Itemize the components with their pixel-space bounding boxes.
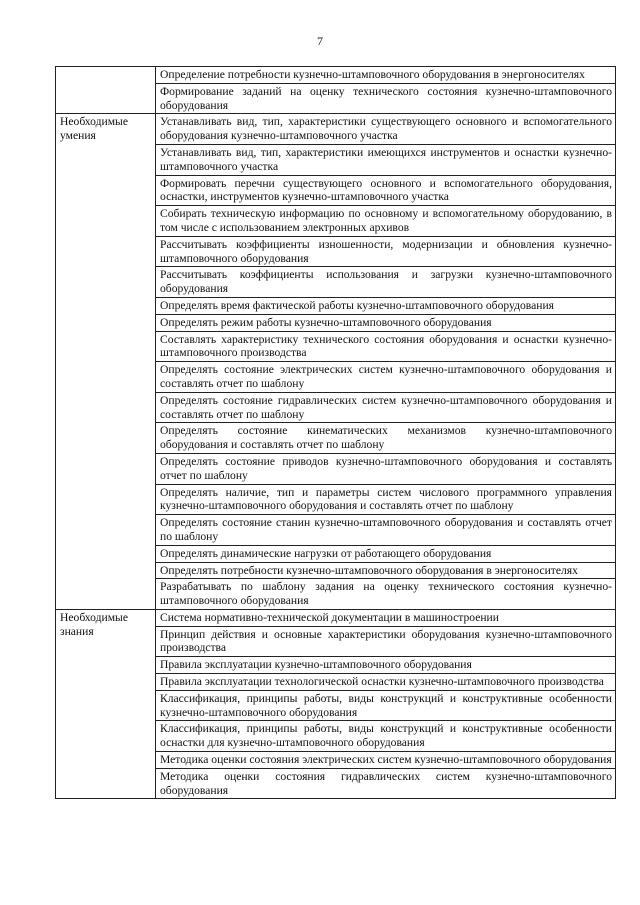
- page-number: 7: [317, 34, 323, 48]
- requirement-item: Определять состояние станин кузнечно-штамповочного оборудования и составлять отчет по шаблону: [156, 515, 616, 546]
- requirement-item: Правила эксплуатации технологической оснастки кузнечно-штамповочного производства: [156, 674, 616, 691]
- requirement-item: Формировать перечни существующего основного и вспомогательного оборудования, оснастки, инструментов кузнечно-штамповочного участка: [156, 175, 616, 206]
- requirement-item: Определять состояние приводов кузнечно-штамповочного оборудования и составлять отчет по шаблону: [156, 453, 616, 484]
- requirement-item: Определять состояние гидравлических систем кузнечно-штамповочного оборудования и составлять отчет по шаблону: [156, 392, 616, 423]
- table-row: [56, 114, 616, 145]
- requirement-item: Определять потребности кузнечно-штамповочного оборудования в энергоносителях: [156, 562, 616, 579]
- requirement-item: Классификация, принципы работы, виды конструкций и конструктивные особенности оснастки для кузнечно-штамповочного оборудования: [156, 721, 616, 752]
- requirement-item: Устанавливать вид, тип, характеристики имеющихся инструментов и оснастки кузнечно-штамповочного участка: [156, 144, 616, 175]
- requirement-item: Методика оценки состояния гидравлических систем кузнечно-штамповочного оборудования: [156, 768, 616, 799]
- requirement-item: Методика оценки состояния электрических систем кузнечно-штамповочного оборудования: [156, 752, 616, 769]
- requirement-item: Разрабатывать по шаблону задания на оценку технического состояния кузнечно-штамповочного оборудования: [156, 579, 616, 610]
- requirement-item: Определять режим работы кузнечно-штамповочного оборудования: [156, 314, 616, 331]
- requirement-item: Система нормативно-технической документации в машиностроении: [156, 609, 616, 626]
- requirement-item: Определение потребности кузнечно-штамповочного оборудования в энергоносителях: [156, 67, 616, 84]
- table-row: [56, 67, 616, 84]
- requirement-item: Определять состояние кинематических механизмов кузнечно-штамповочного оборудования и составлять отчет по шаблону: [156, 423, 616, 454]
- section-label: Необходимые умения: [56, 114, 156, 610]
- requirement-item: Формирование заданий на оценку технического состояния кузнечно-штамповочного оборудования: [156, 83, 616, 114]
- table-row: [56, 609, 616, 626]
- requirement-item: Определять наличие, тип и параметры систем числового программного управления кузнечно-штамповочного оборудования и составлять отчет по шаблону: [156, 484, 616, 515]
- requirement-item: Рассчитывать коэффициенты изношенности, модернизации и обновления кузнечно-штамповочного оборудования: [156, 236, 616, 267]
- requirement-item: Принцип действия и основные характеристики оборудования кузнечно-штамповочного производства: [156, 626, 616, 657]
- requirements-table: [55, 66, 616, 799]
- requirement-item: Определять состояние электрических систем кузнечно-штамповочного оборудования и составлять отчет по шаблону: [156, 362, 616, 393]
- requirement-item: Классификация, принципы работы, виды конструкций и конструктивные особенности кузнечно-штамповочного оборудования: [156, 690, 616, 721]
- requirement-item: Определять динамические нагрузки от работающего оборудования: [156, 545, 616, 562]
- requirement-item: Собирать техническую информацию по основному и вспомогательному оборудованию, в том числе с использованием электронных архивов: [156, 206, 616, 237]
- requirement-item: Устанавливать вид, тип, характеристики существующего основного и вспомогательного оборудования кузнечно-штамповочного участка: [156, 114, 616, 145]
- section-label: [56, 67, 156, 114]
- section-label: Необходимые знания: [56, 609, 156, 799]
- requirement-item: Составлять характеристику технического состояния оборудования и оснастки кузнечно-штамповочного производства: [156, 331, 616, 362]
- requirement-item: Определять время фактической работы кузнечно-штамповочного оборудования: [156, 297, 616, 314]
- requirement-item: Правила эксплуатации кузнечно-штамповочного оборудования: [156, 657, 616, 674]
- requirement-item: Рассчитывать коэффициенты использования и загрузки кузнечно-штамповочного оборудования: [156, 267, 616, 298]
